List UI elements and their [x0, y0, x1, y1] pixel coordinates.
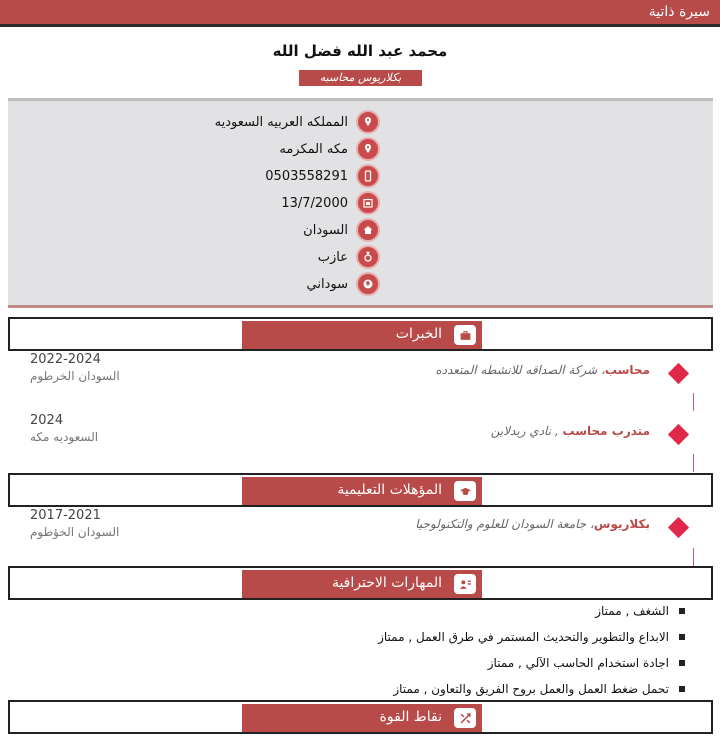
home-icon	[356, 218, 380, 242]
experience-years: 2022-2024	[30, 352, 101, 367]
phone-icon	[356, 164, 380, 188]
timeline-marker	[668, 363, 689, 384]
skill-item: اجادة استخدام الحاسب الآلي , ممتاز	[378, 654, 685, 680]
info-row-marital-status	[318, 244, 380, 270]
experience-role: متدرب محاسب	[562, 424, 650, 438]
section-education	[8, 473, 713, 507]
skills-icon	[454, 574, 476, 594]
timeline-marker	[668, 517, 689, 538]
document-title: سيرة ذاتية	[648, 4, 710, 20]
graduation-cap-icon	[454, 481, 476, 501]
skill-item: تحمل ضغط العمل والعمل بروح الفريق والتعاون , ممتاز	[378, 680, 685, 706]
timeline-marker	[668, 424, 689, 445]
info-row-city	[279, 136, 380, 162]
experience-dates-1	[30, 352, 120, 383]
info-birthdate: 13/7/2000	[281, 195, 348, 211]
education-entry-1: بكلاريوس، جامعة السودان للعلوم والتكنولوجيا	[415, 517, 650, 531]
strength-icon	[454, 708, 476, 728]
experience-entry-2: متدرب محاسب , نادي ريدلاين	[490, 424, 650, 438]
education-degree: بكلاريوس	[593, 517, 650, 531]
info-phone: 0503558291	[265, 168, 348, 184]
education-dates-1	[30, 508, 119, 539]
experience-org: شركة الصداقه للانشطه المتعدده	[435, 363, 598, 377]
info-row-nationality	[307, 271, 380, 297]
skill-item: الابداع والتطوير والتحديث المستمر في طرق العمل , ممتاز	[378, 628, 685, 654]
education-institution: جامعة السودان للعلوم والتكنولوجيا	[415, 517, 587, 531]
section-band	[242, 321, 482, 349]
experience-location: السودان الخرطوم	[30, 369, 120, 383]
experience-role: محاسب	[604, 363, 650, 377]
skill-item: الشغف , ممتاز	[378, 602, 685, 628]
info-row-country	[215, 109, 380, 135]
experience-years: 2024	[30, 413, 64, 428]
info-row-homeland	[303, 217, 380, 243]
info-marital-status: عازب	[317, 249, 348, 265]
personal-info-panel	[8, 98, 713, 308]
info-country: المملكه العربيه السعوديه	[214, 114, 348, 130]
section-title: الخبرات	[395, 326, 442, 342]
section-band	[242, 704, 482, 732]
timeline-line	[693, 548, 694, 566]
section-title: المؤهلات التعليمية	[337, 482, 442, 498]
location-pin-icon	[356, 137, 380, 161]
section-strengths	[8, 700, 713, 734]
section-band	[242, 477, 482, 505]
experience-dates-2	[30, 413, 98, 444]
info-row-phone	[265, 163, 380, 189]
skills-list	[378, 602, 685, 706]
education-years: 2017-2021	[30, 508, 101, 523]
degree-badge: بكلاريوس محاسبه	[299, 70, 422, 86]
info-nationality: سوداني	[306, 276, 348, 292]
education-location: السودان الخؤطوم	[30, 525, 120, 539]
timeline-line	[693, 393, 694, 411]
experience-location: السعوديه مكه	[30, 430, 99, 444]
info-city: مكه المكرمه	[279, 141, 348, 157]
timeline-line	[693, 454, 694, 472]
top-bar	[0, 0, 720, 27]
section-skills	[8, 566, 713, 600]
section-experience	[8, 317, 713, 351]
briefcase-icon	[454, 325, 476, 345]
info-homeland: السودان	[303, 222, 348, 238]
gender-icon	[356, 245, 380, 269]
experience-org: نادي ريدلاين	[490, 424, 552, 438]
section-band	[242, 570, 482, 598]
person-name: محمد عبد الله فضل الله	[272, 42, 448, 60]
experience-entry-1: محاسب، شركة الصداقه للانشطه المتعدده	[435, 363, 650, 377]
calendar-icon	[356, 191, 380, 215]
section-title: نقاط القوة	[379, 709, 442, 725]
globe-icon	[356, 272, 380, 296]
info-row-birthdate	[281, 190, 380, 216]
location-pin-icon	[356, 110, 380, 134]
section-title: المهارات الاحترافية	[331, 575, 442, 591]
